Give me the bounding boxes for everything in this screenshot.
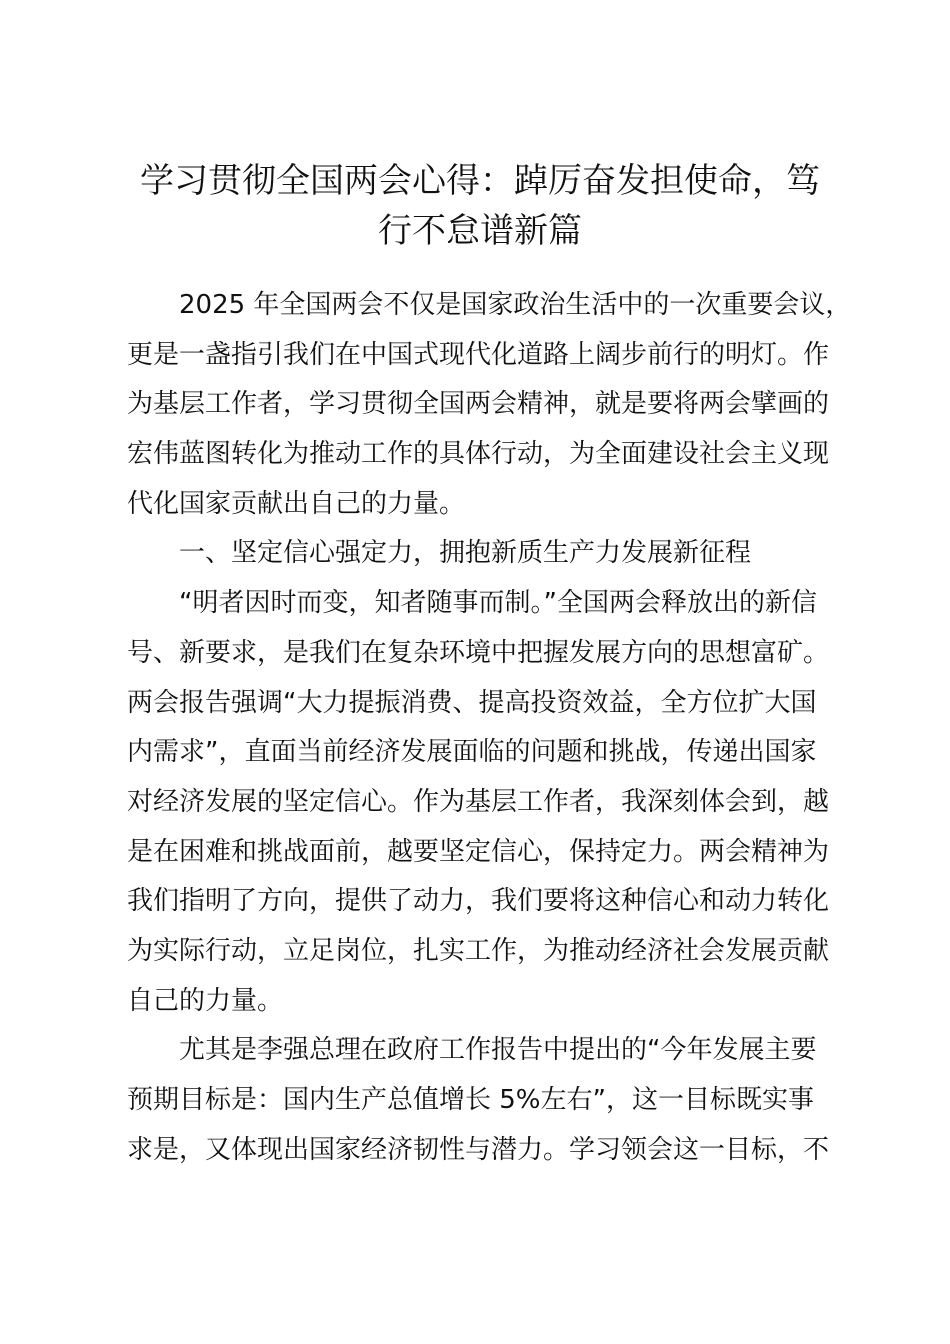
paragraph-line: 号、新要求，是我们在复杂环境中把握发展方向的思想富矿。 (127, 637, 830, 668)
paragraph-line: 两会报告强调“大力提振消费、提高投资效益，全方位扩大国 (127, 687, 817, 718)
section-heading: 一、坚定信心强定力，拥抱新质生产力发展新征程 (179, 538, 752, 569)
paragraph-line: 求是，又体现出国家经济韧性与潜力。学习领会这一目标，不 (127, 1134, 830, 1165)
paragraph-line: 尤其是李强总理在政府工作报告中提出的“今年发展主要 (179, 1035, 817, 1066)
paragraph-line: “明者因时而变，知者随事而制。”全国两会释放出的新信 (179, 588, 817, 619)
paragraph-line: 宏伟蓝图转化为推动工作的具体行动，为全面建设社会主义现 (127, 439, 830, 470)
document-body (127, 281, 852, 1175)
paragraph-line: 自己的力量。 (127, 985, 284, 1016)
title-line: 学习贯彻全国两会心得：踔厉奋发担使命，笃 (140, 161, 820, 201)
paragraph-line: 是在困难和挑战面前，越要坚定信心，保持定力。两会精神为 (127, 836, 830, 867)
paragraph-line: 预期目标是：国内生产总值增长 5%左右”，这一目标既实事 (127, 1085, 814, 1115)
paragraph-line: 代化国家贡献出自己的力量。 (127, 488, 466, 519)
title-line: 行不怠谱新篇 (378, 211, 582, 251)
paragraph-line: 更是一盏指引我们在中国式现代化道路上阔步前行的明灯。作 (127, 339, 830, 370)
document-title (110, 156, 850, 256)
paragraph-line: 对经济发展的坚定信心。作为基层工作者，我深刻体会到，越 (127, 786, 830, 817)
paragraph-line: 为基层工作者，学习贯彻全国两会精神，就是要将两会擘画的 (127, 389, 830, 420)
paragraph-line: 为实际行动，立足岗位，扎实工作，为推动经济社会发展贡献 (127, 935, 830, 966)
paragraph-line: 内需求”，直面当前经济发展面临的问题和挑战，传递出国家 (127, 737, 817, 768)
paragraph-line: 我们指明了方向，提供了动力，我们要将这种信心和动力转化 (127, 886, 830, 917)
paragraph-line: 2025 年全国两会不仅是国家政治生活中的一次重要会议， (179, 290, 852, 320)
